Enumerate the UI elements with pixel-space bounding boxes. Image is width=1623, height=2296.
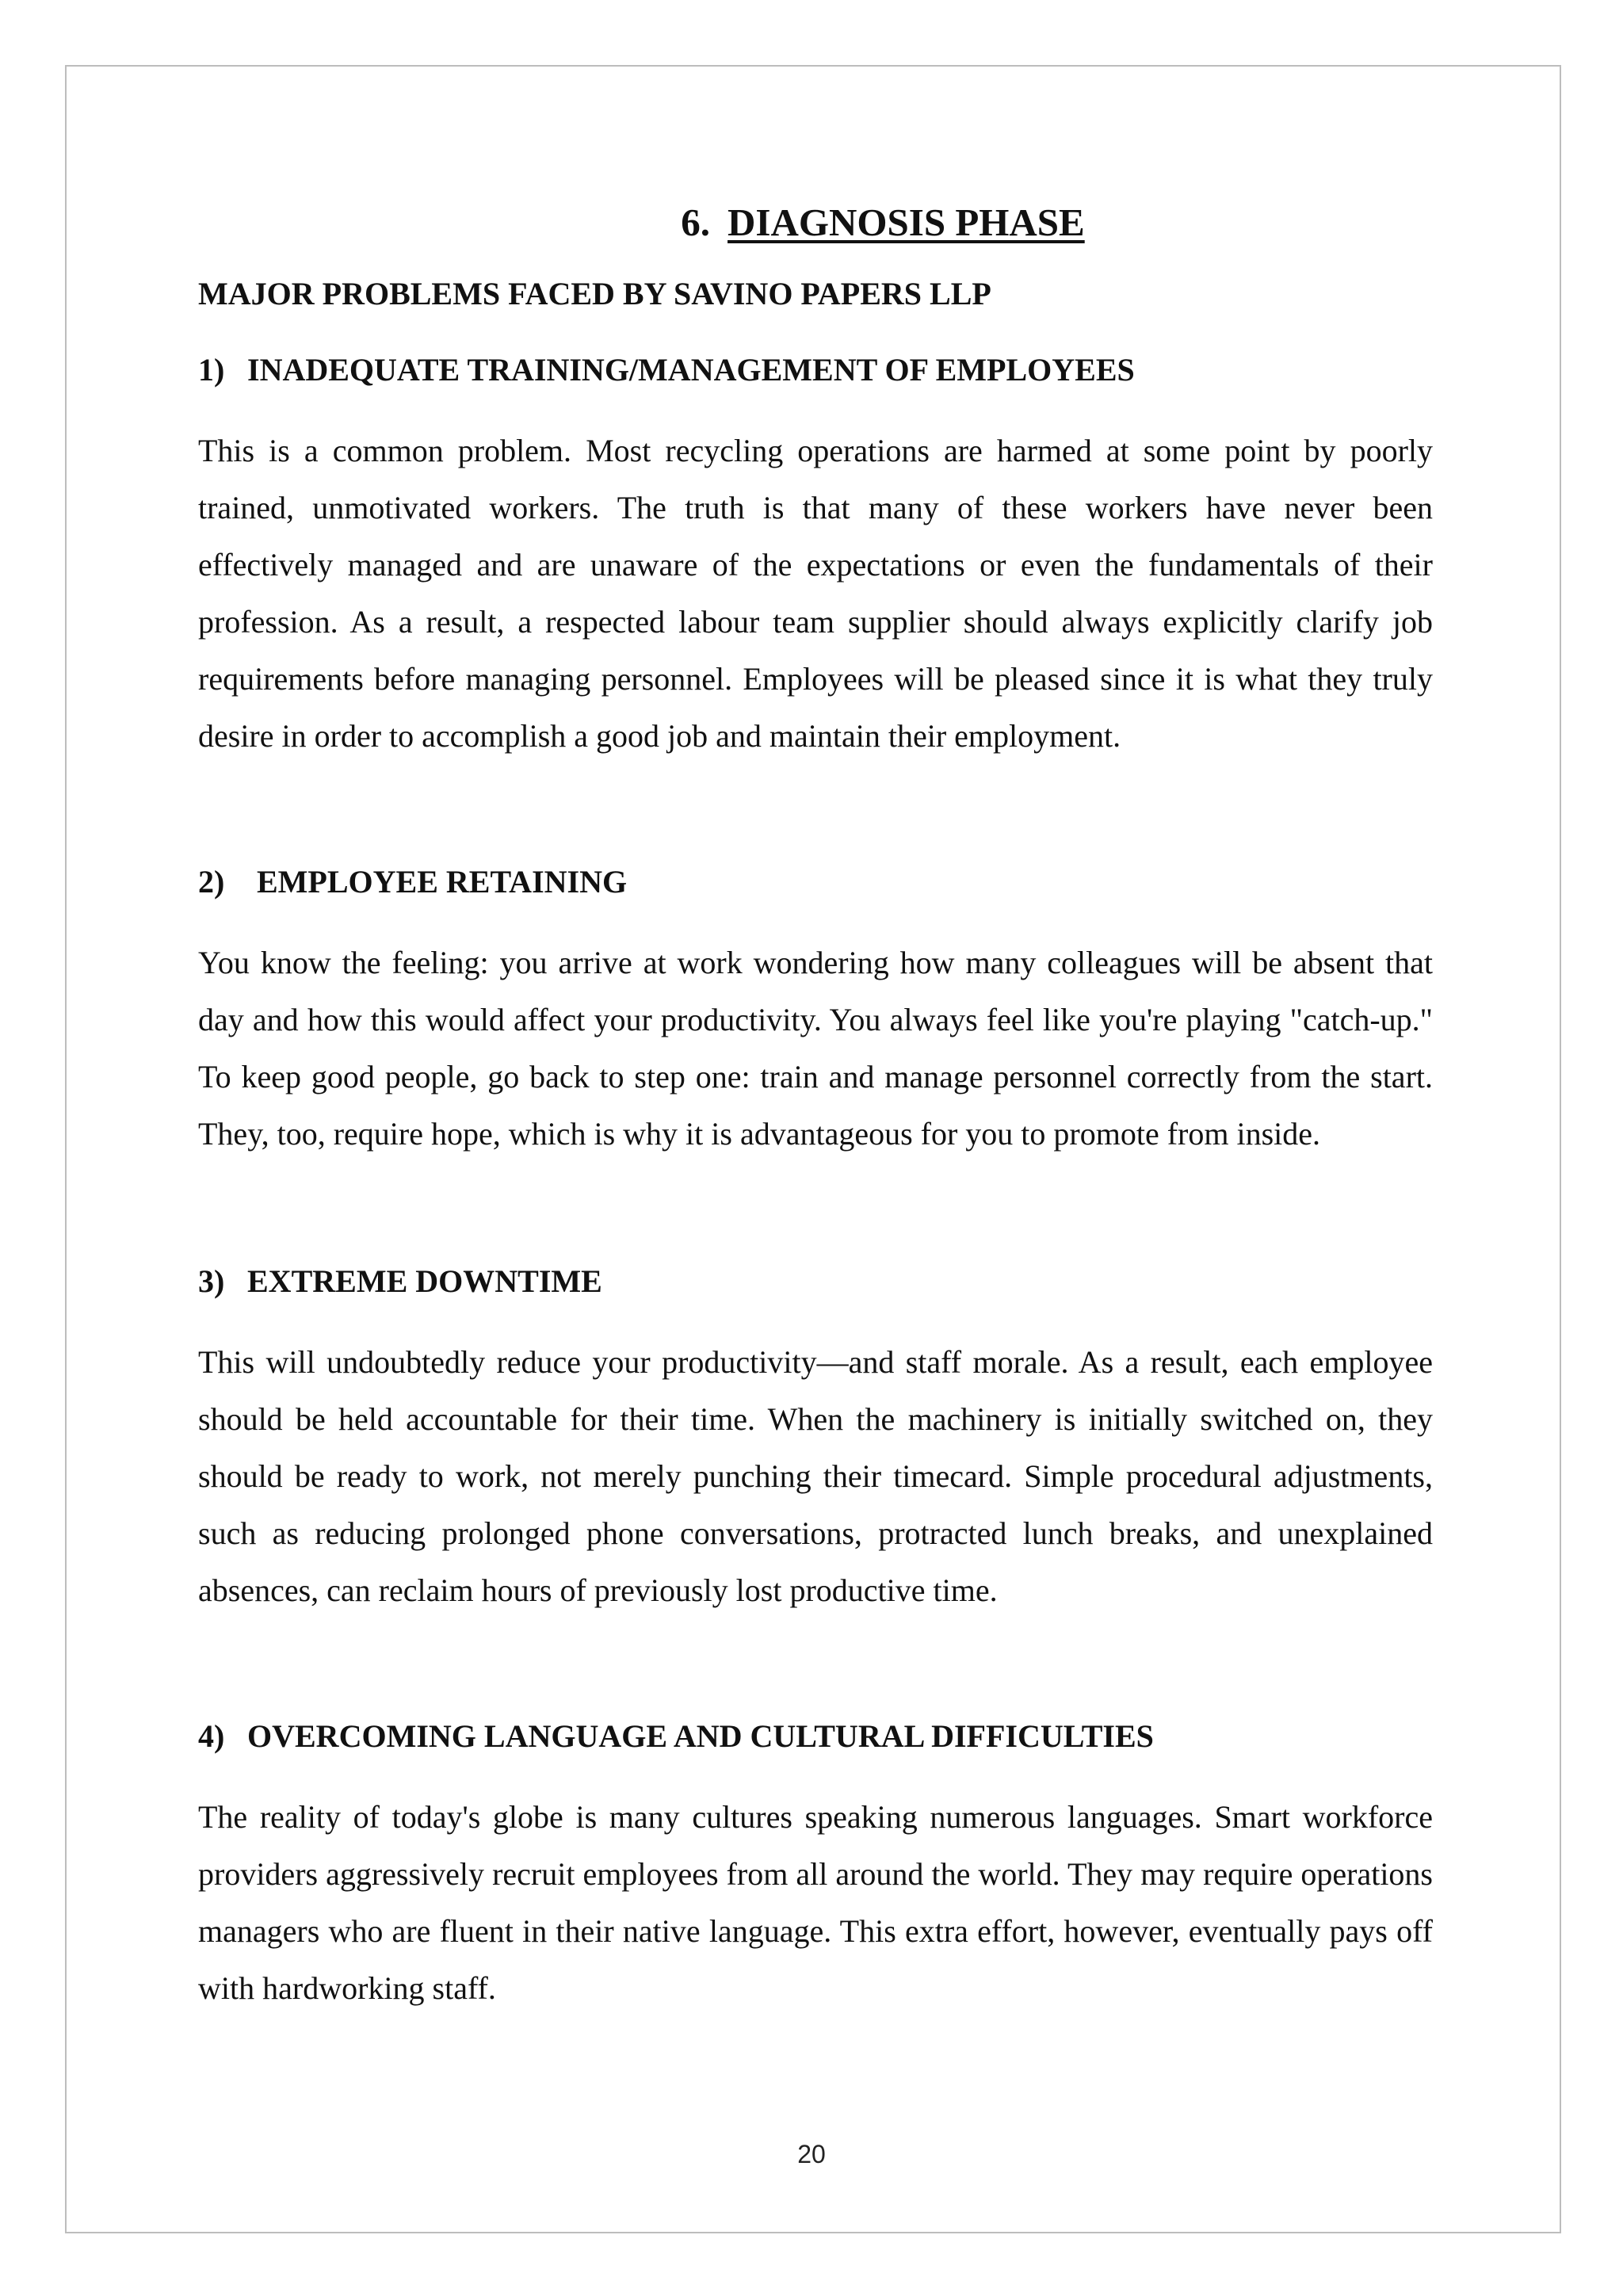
page-number: 20 bbox=[797, 2140, 826, 2168]
section-3 bbox=[198, 1263, 1433, 1619]
section-number: 3) bbox=[198, 1263, 225, 1299]
section-title: EMPLOYEE RETAINING bbox=[257, 864, 628, 900]
section-4 bbox=[198, 1717, 1433, 2017]
section-heading bbox=[198, 1717, 1433, 1755]
section-body: This will undoubtedly reduce your productivity—and staff morale. As a result, each employee should be held accountable for their time. When the machinery is initially switched on, they should be ready to work, not merely punching their timecard. Simple procedural adjustments, such as reducing prolonged phone conversations, protracted lunch breaks, and unexplained absences, can reclaim hours of previously lost productive time. bbox=[198, 1344, 1433, 1608]
section-1 bbox=[198, 351, 1433, 765]
section-2 bbox=[198, 863, 1433, 1163]
major-heading: MAJOR PROBLEMS FACED BY SAVINO PAPERS LLP bbox=[198, 276, 991, 311]
document-body bbox=[198, 194, 1433, 2017]
section-body: The reality of today's globe is many cultures speaking numerous languages. Smart workforce providers aggressively recruit employees from all around the world. They may require operations managers who are fluent in their native language. This extra effort, however, eventually pays off with hardworking staff. bbox=[198, 1799, 1433, 2006]
section-heading bbox=[198, 863, 1433, 901]
section-body: This is a common problem. Most recycling operations are harmed at some point by poorly trained, unmotivated workers. The truth is that many of these workers have never been effectively managed and are unaware of the expectations or even the fundamentals of their profession. As a result, a respected labour team supplier should always explicitly clarify job requirements before managing personnel. Employees will be pleased since it is what they truly desire in order to accomplish a good job and maintain their employment. bbox=[198, 433, 1433, 754]
chapter-number: 6. bbox=[681, 201, 711, 244]
section-heading bbox=[198, 1263, 1433, 1301]
section-heading bbox=[198, 351, 1433, 389]
section-title: OVERCOMING LANGUAGE AND CULTURAL DIFFICULTIES bbox=[247, 1718, 1154, 1754]
section-title: INADEQUATE TRAINING/MANAGEMENT OF EMPLOYEES bbox=[247, 352, 1135, 388]
section-number: 4) bbox=[198, 1718, 225, 1754]
section-number: 1) bbox=[198, 352, 225, 388]
section-title: EXTREME DOWNTIME bbox=[247, 1263, 602, 1299]
section-number: 2) bbox=[198, 864, 225, 900]
section-body: You know the feeling: you arrive at work wondering how many colleagues will be absent that day and how this would affect your productivity. You always feel like you're playing "catch-up." To keep good people, go back to step one: train and manage personnel correctly from the start. They, too, require hope, which is why it is advantageous for you to promote from inside. bbox=[198, 945, 1433, 1152]
chapter-title bbox=[198, 194, 1433, 251]
chapter-title-text: DIAGNOSIS PHASE bbox=[727, 201, 1085, 244]
